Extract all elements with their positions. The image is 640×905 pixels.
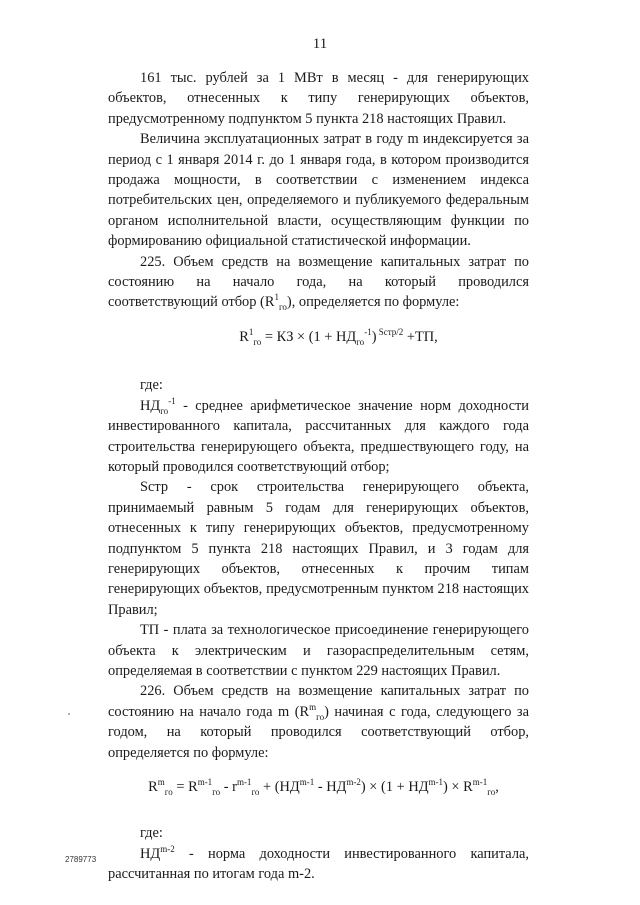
p226-sup: m (309, 701, 317, 712)
f2-nd2-sup: m-2 (346, 777, 361, 788)
f2-mid: - НД (314, 779, 347, 795)
p225-text-end: ), определяется по формуле: (286, 294, 460, 311)
paragraph-sstr-definition: Sстр - срок строительства генерирующего объекта, принимаемый равным 5 годам для генерирующих объектов, отнесенных к типу генерирующих объектов, предусмотренному подпунктом 5 пункта 218 настоящих Правил, и 3 годам для генерирующих объектов, отнесенных к прочим типам генерирующих объектов, предусмотренным пунктом 218 настоящих Правил; (108, 479, 529, 618)
f1-lhs-sub: го (253, 336, 262, 347)
f2-end: , (495, 779, 499, 795)
f2-r3-sup: m-1 (236, 777, 252, 788)
f2-r2-sub: го (212, 786, 221, 797)
f1-tail: +ТП, (403, 328, 438, 345)
paragraph-nd-definition (108, 396, 529, 478)
ndm2-sup: m-2 (160, 844, 175, 855)
f2-mult: ) × (1 + НД (360, 779, 429, 795)
nd-sup: -1 (168, 395, 176, 406)
f1-close: ) (371, 328, 377, 345)
p225-text-start: 225. Объем средств на возмещение капитальных затрат по состоянию на начало года, на который проводился соответствующий отбор (R (108, 253, 529, 311)
f2-nd3-sup: m-1 (428, 777, 444, 788)
f2-plus: + (НД (259, 779, 300, 795)
ndm2-text: - норма доходности инвестированного капитала, рассчитанная по итогам года m-2. (108, 845, 529, 883)
f2-nd1-sup: m-1 (299, 777, 315, 788)
f2-minus: - r (220, 779, 237, 795)
f2-lhs-sup: m (157, 777, 165, 788)
f2-r4-sup: m-1 (472, 777, 488, 788)
f2-r3-sub: го (251, 786, 260, 797)
f1-nd-sup: -1 (364, 327, 372, 338)
nd-text: - среднее арифметическое значение норм доходности инвестированного капитала, рассчитанных для каждого года строительства генерирующего объекта, предшествующего году, на который проводился соответствующий отбор; (108, 397, 529, 475)
f1-eq: = КЗ × (1 + НД (261, 328, 357, 345)
p226-sub: го (316, 711, 325, 722)
f1-nd-sub: го (356, 336, 365, 347)
formula-r1 (108, 327, 529, 347)
p225-sup: 1 (274, 292, 279, 303)
f1-lhs: R (239, 328, 249, 345)
nd-label: НД (140, 397, 161, 414)
p226-text-start: 226. Объем средств на возмещение капитальных затрат по состоянию на начало года m (R (108, 683, 529, 720)
p225-sub: го (278, 302, 287, 313)
f2-mult2: ) × R (443, 779, 473, 795)
paragraph-rate: 161 тыс. рублей за 1 МВт в месяц - для генерирующих объектов, отнесенных к типу генерирующих объектов, предусмотренному подпунктом 5 пункта 218 настоящих Правил. (108, 70, 529, 127)
paragraph-tp-definition: ТП - плата за технологическое присоединение генерирующего объекта к электрическим и газораспределительным сетям, определяемая в соответствии с пунктом 229 настоящих Правил. (108, 622, 529, 679)
paragraph-225 (108, 252, 529, 313)
p226-text-end: ) начиная с года, следующего за годом, на который проводился соответствующий отбор, определяется по формуле: (108, 703, 529, 761)
formula-rm (108, 777, 529, 797)
f2-lhs: R (148, 779, 158, 795)
ndm2-label: НД (140, 845, 161, 862)
f1-exp: Sстр/2 (376, 327, 404, 338)
footer-code: 2789773 (65, 855, 97, 864)
page-number: 11 (312, 36, 328, 52)
paragraph-indexation: Величина эксплуатационных затрат в году m индексируется за период с 1 января 2014 г. до 1 января года, в котором производится продажа мощности, в соответствии с изменением индекса потребительских цен, определяемого и публикуемого федеральным органом исполнительной власти, осуществляющим функции по формированию официальной статистической информации. (108, 131, 529, 250)
paragraph-226 (108, 681, 529, 763)
scan-speck (68, 713, 70, 715)
paragraph-nd-m2-definition (108, 844, 529, 885)
f1-lhs-sup: 1 (248, 327, 254, 338)
where-label-1: где: (140, 377, 163, 394)
f2-lhs-sub: го (164, 786, 173, 797)
f2-eq: = R (172, 779, 198, 795)
f2-r4-sub: го (487, 786, 496, 797)
nd-sub: го (160, 405, 169, 416)
f2-r2-sup: m-1 (197, 777, 213, 788)
document-body (108, 68, 529, 885)
where-label-2: где: (140, 825, 163, 842)
